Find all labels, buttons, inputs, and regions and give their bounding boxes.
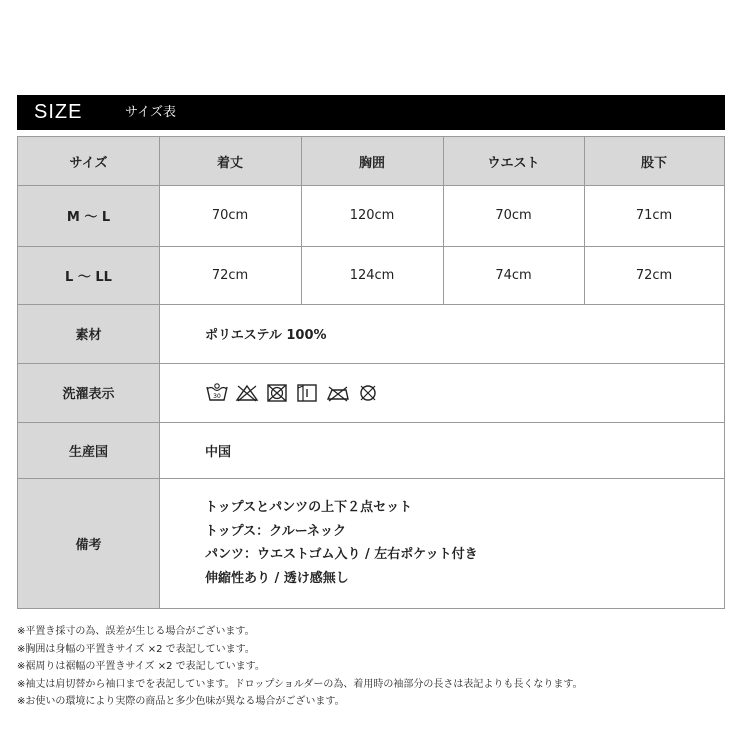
table-cell: 72cm: [584, 246, 724, 304]
care-label: 洗濯表示: [18, 363, 159, 422]
note-line: ※胸囲は身幅の平置きサイズ ×2 で表記しています。: [17, 643, 255, 655]
origin-value: 中国: [159, 422, 724, 478]
note-line: ※お使いの環境により実際の商品と多少色味が異なる場合がございます。: [17, 696, 345, 707]
note-line: ※袖丈は肩切替から袖口までを表記しています。ドロップショルダーの為、着用時の袖部分の長さは表記よりも長くなります。: [17, 678, 583, 690]
size-l-ll: L ～ LL: [18, 246, 159, 304]
remarks-line: 伸縮性あり / 透け感無し: [205, 570, 349, 586]
svg-text:30: 30: [213, 392, 221, 400]
remarks-line: トップス：クルーネック: [205, 523, 347, 539]
table-cell: 124cm: [301, 246, 443, 304]
divider: [584, 137, 585, 304]
table-cell: 120cm: [301, 185, 443, 246]
size-table: [17, 136, 725, 609]
no-dry-clean-icon: [357, 383, 379, 403]
divider: [18, 478, 724, 479]
col-header-waist: ウエスト: [443, 137, 584, 185]
iron-no-icon: [325, 383, 351, 403]
remarks-line: パンツ：ウエストゴム入り / 左右ポケット付き: [205, 547, 478, 562]
remarks-label: 備考: [18, 478, 159, 608]
size-m-l: M ～ L: [18, 185, 159, 246]
table-cell: 72cm: [159, 246, 301, 304]
remarks-line: トップスとパンツの上下２点セット: [205, 500, 413, 515]
wash-30-net-icon: [205, 383, 229, 403]
care-icons: [205, 383, 379, 403]
no-tumble-dry-icon: [265, 383, 289, 403]
table-cell: 70cm: [443, 185, 584, 246]
divider: [18, 363, 724, 364]
col-header-inseam: 股下: [584, 137, 724, 185]
remarks-text: [205, 496, 478, 590]
col-header-size: サイズ: [18, 137, 159, 185]
note-line: ※平置き採寸の為、誤差が生じる場合がございます。: [17, 626, 255, 637]
divider: [443, 137, 444, 304]
divider: [301, 137, 302, 304]
size-subtitle: サイズ表: [125, 105, 176, 120]
material-label: 素材: [18, 304, 159, 363]
table-cell: 71cm: [584, 185, 724, 246]
remarks-cell: [159, 478, 724, 608]
table-cell: 74cm: [443, 246, 584, 304]
size-title: SIZE: [34, 101, 83, 123]
divider: [18, 422, 724, 423]
care-icons-cell: [159, 363, 724, 422]
no-bleach-icon: [235, 383, 259, 403]
table-cell: 70cm: [159, 185, 301, 246]
note-line: ※裾周りは裾幅の平置きサイズ ×2 で表記しています。: [17, 661, 265, 672]
divider: [159, 137, 160, 608]
col-header-chest: 胸囲: [301, 137, 443, 185]
divider: [18, 246, 724, 247]
notes: [17, 623, 725, 711]
line-dry-icon: [295, 383, 319, 403]
col-header-length: 着丈: [159, 137, 301, 185]
divider: [18, 185, 724, 186]
size-header-bar: [17, 95, 725, 130]
origin-label: 生産国: [18, 422, 159, 478]
divider: [18, 304, 724, 305]
material-value: ポリエステル 100%: [159, 304, 724, 363]
